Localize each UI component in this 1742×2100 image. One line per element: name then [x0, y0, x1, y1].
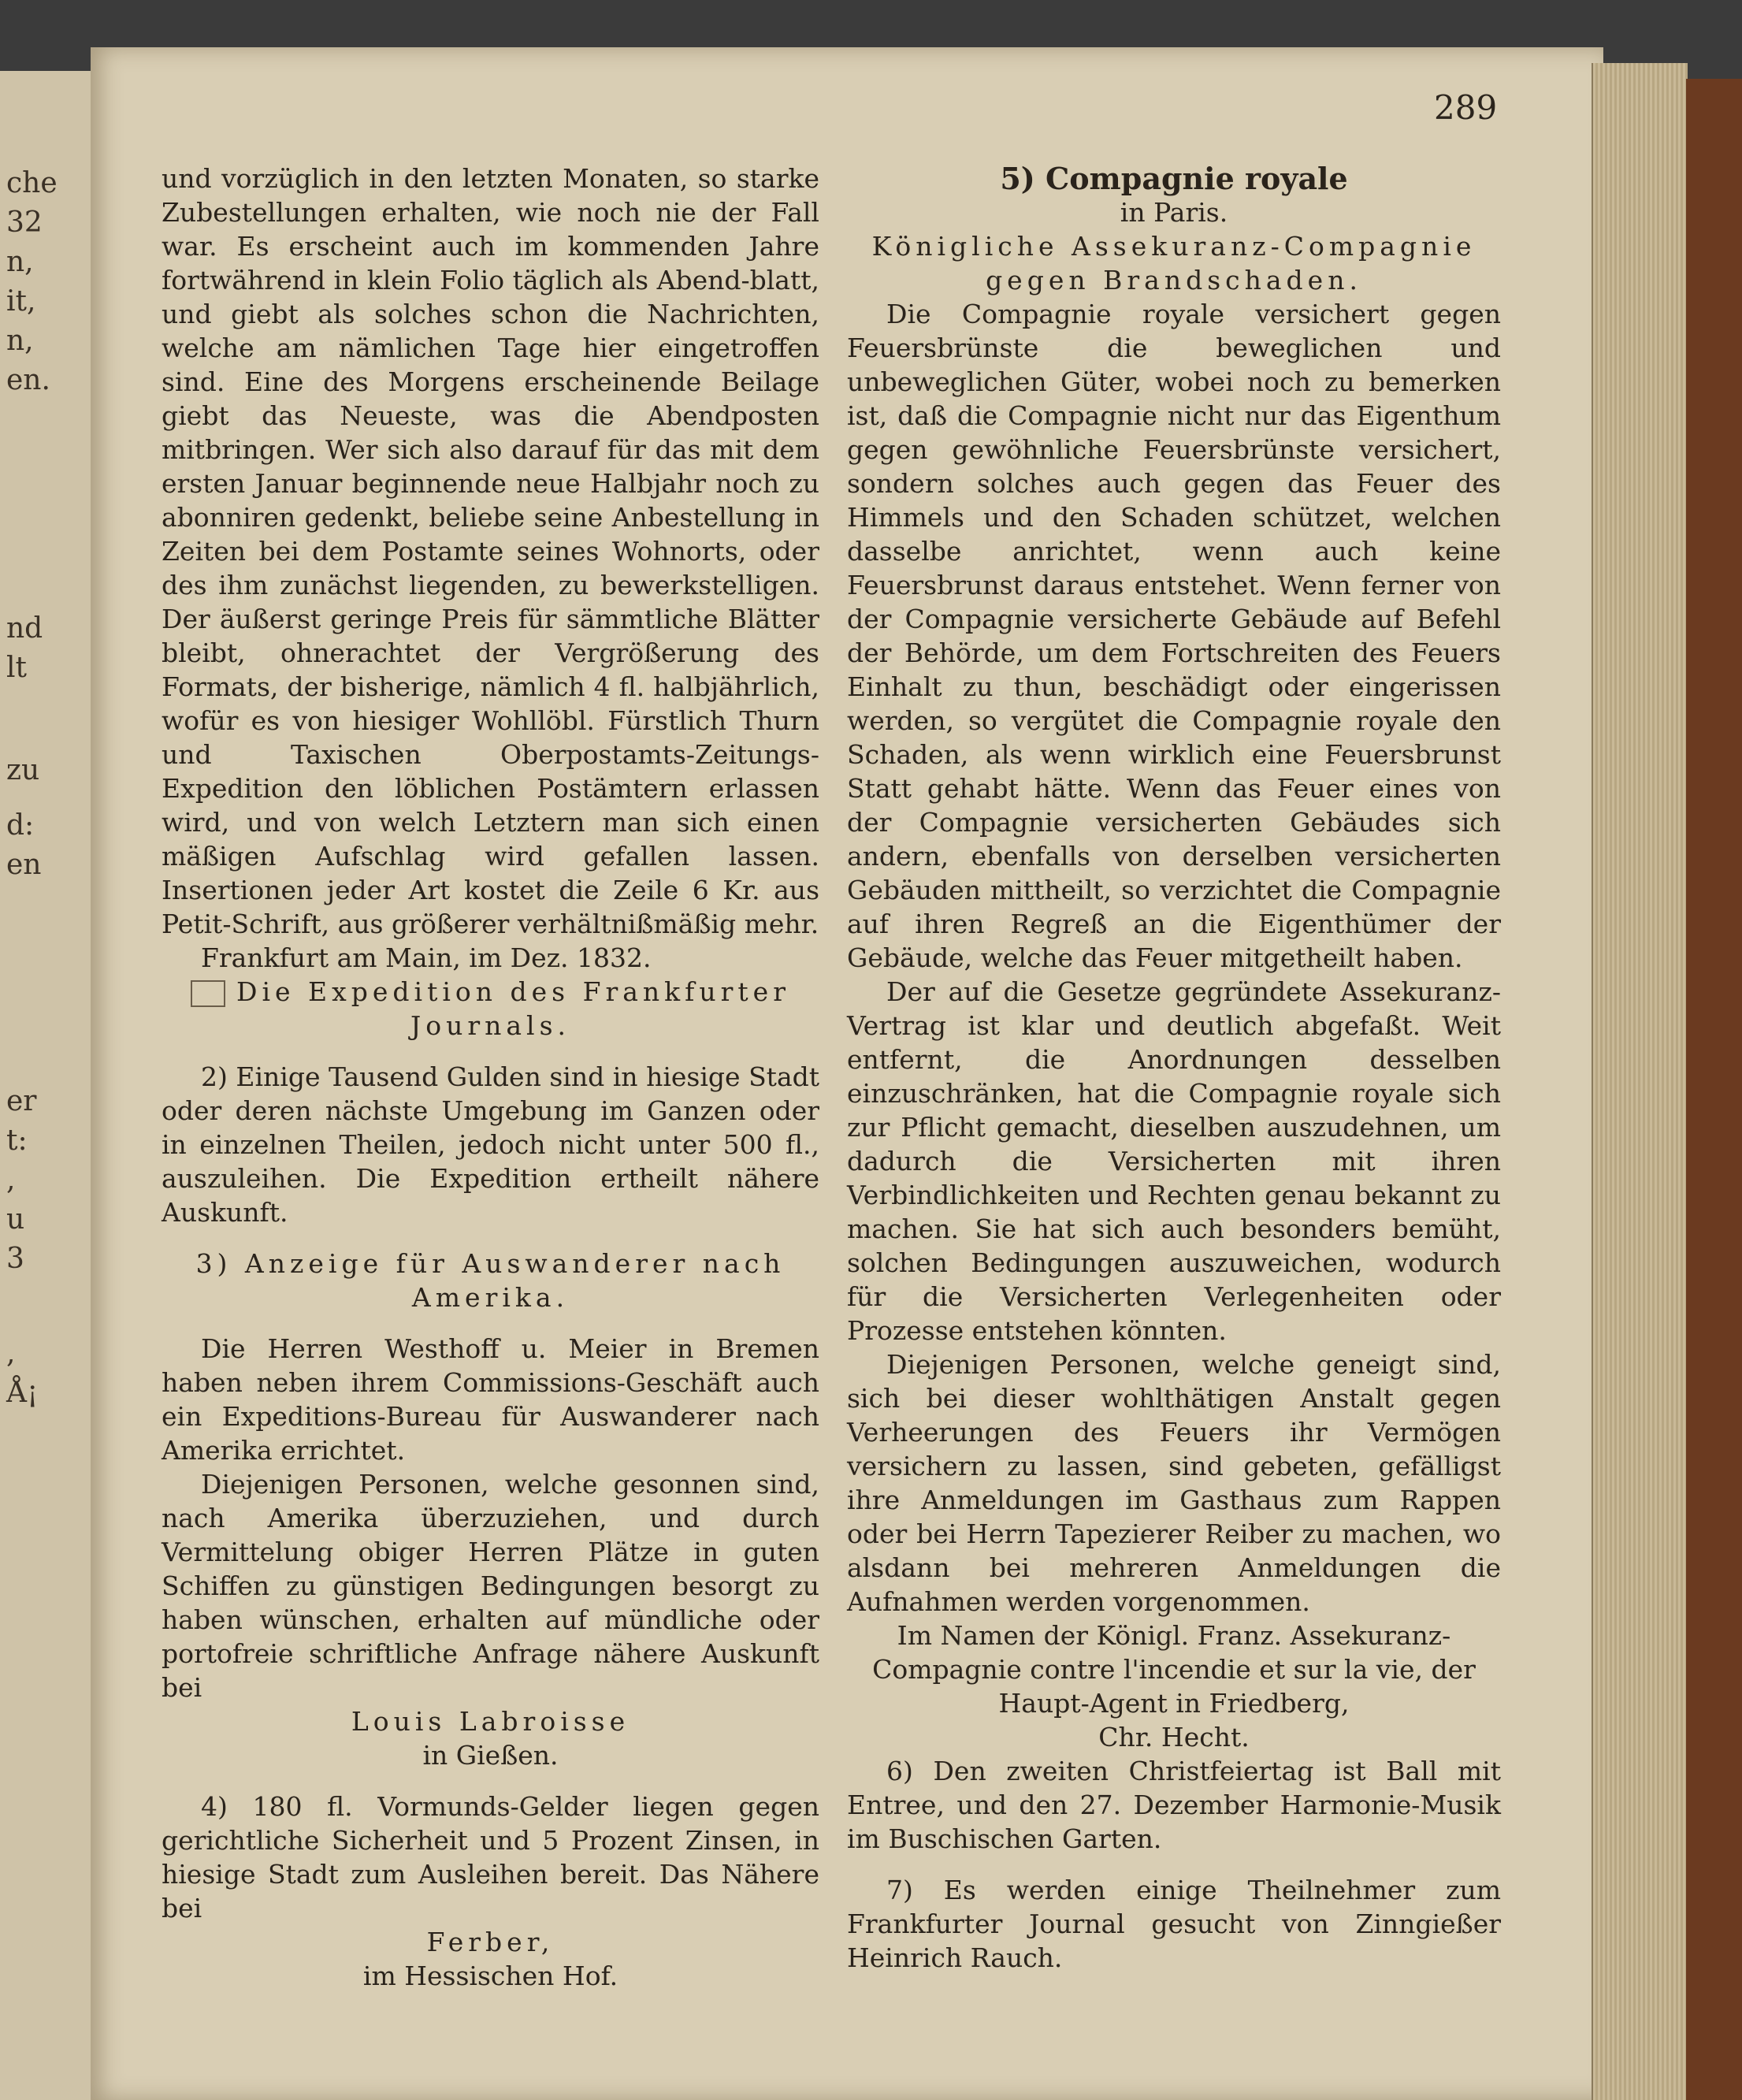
left-margin-fragment: n,	[6, 246, 34, 278]
left-margin-fragment: u	[6, 1203, 25, 1236]
text-paragraph	[162, 1738, 819, 1772]
page-number: 289	[1434, 88, 1498, 127]
paragraph-text: 7) Es werden einige Theilnehmer zum Frankfurter Journal gesucht von Zinngießer Heinrich Rauch.	[847, 1875, 1501, 1973]
text-paragraph	[847, 195, 1501, 229]
paragraph-text: 5) Compagnie royale	[1000, 161, 1348, 196]
text-paragraph	[162, 1925, 819, 1959]
text-paragraph	[847, 162, 1501, 195]
page-stack-edge	[1592, 63, 1688, 2100]
paragraph-text: Die Herren Westhoff u. Meier in Bremen haben neben ihrem Commissions-Geschäft auch ein Expeditions-Bureau für Auswanderer nach Amerika errichtet.	[162, 1333, 819, 1466]
left-margin-fragment: lt	[6, 652, 27, 684]
text-paragraph	[162, 1332, 819, 1467]
text-paragraph	[162, 1467, 819, 1704]
left-margin-fragment: ,	[6, 1337, 16, 1370]
text-paragraph	[847, 1873, 1501, 1975]
left-margin-fragment: che	[6, 167, 58, 199]
left-margin-fragment: n,	[6, 325, 34, 357]
left-margin-fragment: er	[6, 1085, 37, 1117]
paragraph-text: 4) 180 fl. Vormunds-Gelder liegen gegen gerichtliche Sicherheit und 5 Prozent Zinsen, in hiesige Stadt zum Ausleihen bereit. Das Nähere bei	[162, 1791, 819, 1923]
paragraph-text: Diejenigen Personen, welche gesonnen sind, nach Amerika überzuziehen, und durch Vermittelung obiger Herren Plätze in guten Schiffen zu günstigen Bedingungen besorgt zu haben wünschen, erhalten auf mündliche oder portofreie schriftliche Anfrage nähere Auskunft bei	[162, 1469, 819, 1703]
left-margin-fragment: zu	[6, 754, 40, 786]
paragraph-text: 6) Den zweiten Christfeiertag ist Ball mit Entree, und den 27. Dezember Harmonie-Musik im Buschischen Garten.	[847, 1756, 1501, 1854]
left-margin-fragment: 3	[6, 1243, 24, 1275]
paragraph-text: Im Namen der Königl. Franz. Assekuranz-Compagnie contre l'incendie et sur la vie, der Haupt-Agent in Friedberg,	[872, 1620, 1476, 1719]
text-paragraph	[162, 1959, 819, 1993]
text-paragraph	[162, 1247, 819, 1314]
paragraph-text: 3) Anzeige für Auswanderer nach Amerika.	[195, 1248, 786, 1313]
paragraph-gap	[162, 1314, 819, 1332]
paragraph-text: Chr. Hecht.	[1098, 1722, 1250, 1752]
left-margin-fragment: t:	[6, 1124, 28, 1157]
paragraph-text: Frankfurt am Main, im Dez. 1832.	[201, 942, 652, 973]
left-margin-fragment: nd	[6, 612, 43, 645]
text-paragraph	[162, 1060, 819, 1229]
paragraph-text: im Hessischen Hof.	[362, 1961, 618, 1991]
left-margin-fragment: 32	[6, 206, 43, 239]
left-margin-fragment: d:	[6, 809, 35, 842]
paragraph-text: 2) Einige Tausend Gulden sind in hiesige Stadt oder deren nächste Umgebung im Ganzen oder in einzelnen Theilen, jedoch nicht unter 500 fl., auszuleihen. Die Expedition ertheilt nähere Auskunft.	[162, 1061, 819, 1228]
text-paragraph	[162, 1790, 819, 1925]
paragraph-gap	[162, 1772, 819, 1790]
paragraph-text: in Gießen.	[422, 1740, 559, 1771]
book-cover	[1686, 79, 1742, 2100]
text-paragraph	[847, 297, 1501, 975]
paragraph-text: Die Compagnie royale versichert gegen Feuersbrünste die beweglichen und unbeweglichen Güter, wobei noch zu bemerken ist, daß die Compagnie nicht nur das Eigenthum gegen gewöhnliche Feuersbrünste versichert, sondern solches auch gegen das Feuer des Himmels und den Schaden schützet, welchen dasselbe anrichtet, wenn auch keine Feuersbrunst daraus entstehet. Wenn ferner von der Compagnie versicherte Gebäude auf Befehl der Behörde, um dem Fortschreiten des Feuers Einhalt zu thun, beschädigt oder eingerissen werden, so vergütet die Compagnie royale den Schaden, als wenn wirklich eine Feuersbrunst Statt gehabt hätte. Wenn das Feuer eines von der Compagnie versicherten Gebäudes sich andern, ebenfalls von derselben versicherten Gebäuden mittheilt, so verzichtet die Compagnie auf ihren Regreß an die Eigenthümer der Gebäude, welche das Feuer mitgetheilt haben.	[847, 299, 1501, 973]
paragraph-text: Louis Labroisse	[351, 1706, 630, 1737]
text-paragraph	[847, 975, 1501, 1347]
right-column	[847, 162, 1501, 1975]
left-margin-fragment: en.	[6, 364, 50, 396]
text-paragraph	[162, 1704, 819, 1738]
paragraph-text: Diejenigen Personen, welche geneigt sind, sich bei dieser wohlthätigen Anstalt gegen Verheerungen des Feuers ihr Vermögen versichern zu lassen, sind gebeten, gefälligst ihre Anmeldungen im Gasthaus zum Rappen oder bei Herrn Tapezierer Reiber zu machen, wo alsdann bei mehreren Anmeldungen die Aufnahmen werden vorgenommen.	[847, 1349, 1501, 1617]
left-margin-fragment: ,	[6, 1164, 16, 1196]
text-paragraph	[847, 1720, 1501, 1754]
paragraph-gap	[162, 1229, 819, 1247]
paragraph-gap	[847, 1856, 1501, 1873]
text-paragraph	[162, 162, 819, 941]
paragraph-text: Ferber,	[426, 1927, 555, 1957]
left-margin-fragment: Å¡	[6, 1377, 39, 1409]
text-paragraph	[162, 941, 819, 975]
text-paragraph	[847, 229, 1501, 297]
paragraph-text: Königliche Assekuranz-Compagnie gegen Brandschaden.	[871, 231, 1476, 295]
left-margin-fragment: it,	[6, 285, 36, 318]
paragraph-text: und vorzüglich in den letzten Monaten, so starke Zubestellungen erhalten, wie noch nie der Fall war. Es erscheint auch im kommenden Jahre fortwährend in klein Folio täglich als Abend-blatt, und giebt als solches schon die Nachrichten, welche am nämlichen Tage hier eingetroffen sind. Eine des Morgens erscheinende Beilage giebt das Neueste, was die Abendposten mitbringen. Wer sich also darauf für das mit dem ersten Januar beginnende neue Halbjahr noch zu abonniren gedenkt, beliebe seine Anbestellung in Zeiten bei dem Postamte seines Wohnorts, oder des ihm zunächst liegenden, zu bewerkstelligen. Der äußerst geringe Preis für sämmtliche Blätter bleibt, ohnerachtet der Vergrößerung des Formats, der bisherige, nämlich 4 fl. halbjährlich, wofür es von hiesiger Wohllöbl. Fürstlich Thurn und Taxischen Oberpostamts-Zeitungs-Expedition den löblichen Postämtern erlassen wird, und von welch Letztern man sich einen mäßigen Aufschlag wird gefallen lassen. Insertionen jeder Art kostet die Zeile 6 Kr. aus Petit-Schrift, aus größerer verhältnißmäßig mehr.	[162, 163, 819, 939]
paragraph-text: in Paris.	[1120, 197, 1228, 228]
paragraph-gap	[162, 1043, 819, 1060]
stamp-mark	[191, 980, 225, 1007]
left-margin-fragment: en	[6, 849, 42, 881]
text-paragraph	[847, 1619, 1501, 1720]
paragraph-text: Die Expedition des Frankfurter Journals.	[236, 976, 790, 1041]
text-paragraph	[847, 1347, 1501, 1619]
text-paragraph	[162, 975, 819, 1043]
paragraph-text: Der auf die Gesetze gegründete Assekuranz-Vertrag ist klar und deutlich abgefaßt. Weit entfernt, die Anordnungen desselben einzuschränken, hat die Compagnie royale sich zur Pflicht gemacht, dieselben auszudehnen, um dadurch die Versicherten mit ihren Verbindlichkeiten und Rechten genau bekannt zu machen. Sie hat sich auch besonders bemüht, solchen Bedingungen auszuweichen, wodurch für die Versicherten Verlegenheiten oder Prozesse entstehen könnten.	[847, 976, 1501, 1346]
left-column	[162, 162, 819, 1993]
left-page-edge	[0, 71, 92, 2100]
text-paragraph	[847, 1754, 1501, 1856]
